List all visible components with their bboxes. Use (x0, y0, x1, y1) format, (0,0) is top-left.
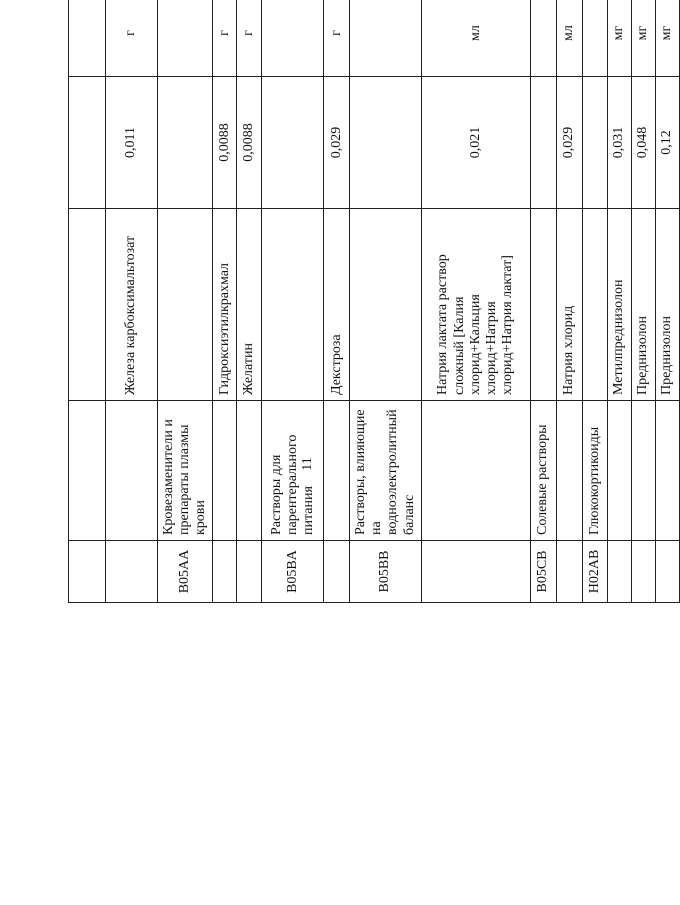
table-row (350, 0, 421, 603)
unit-cell: г (324, 0, 350, 77)
group-name-cell: Глюкокортикоиды (582, 401, 607, 541)
column-number-col3 (69, 209, 106, 401)
column-number-col5 (69, 0, 106, 77)
dose-cell (530, 77, 556, 209)
table-row (607, 0, 631, 603)
atc-code-cell (237, 541, 262, 603)
atc-code-cell (631, 541, 655, 603)
group-name-cell (237, 401, 262, 541)
table-row (582, 0, 607, 603)
group-name-cell: Кровезаменители и препараты плазмы крови (158, 401, 213, 541)
unit-cell: мг (607, 0, 631, 77)
dose-cell: 0,0088 (213, 77, 237, 209)
atc-code-cell: B05CB (530, 541, 556, 603)
unit-cell: мг (655, 0, 679, 77)
page-number: 11 (300, 457, 315, 471)
dose-cell: 0,031 (607, 77, 631, 209)
unit-cell (262, 0, 324, 77)
table-row (530, 0, 556, 603)
group-name-cell (631, 401, 655, 541)
table-row (262, 0, 324, 603)
dose-cell: 0,021 (421, 77, 530, 209)
unit-cell: мг (631, 0, 655, 77)
drug-name-cell: Преднизолон (655, 209, 679, 401)
atc-code-cell (607, 541, 631, 603)
dose-cell: 0,011 (106, 77, 158, 209)
dose-cell (158, 77, 213, 209)
drug-name-cell: Преднизолон (631, 209, 655, 401)
unit-cell (158, 0, 213, 77)
dose-cell: 0,12 (655, 77, 679, 209)
table-row (213, 0, 237, 603)
header-row (69, 0, 106, 603)
unit-cell: мл (556, 0, 582, 77)
table-body (69, 0, 680, 603)
dose-cell (582, 77, 607, 209)
unit-cell: г (237, 0, 262, 77)
drug-name-cell (158, 209, 213, 401)
dose-cell: 0,0088 (237, 77, 262, 209)
group-name-cell (607, 401, 631, 541)
drug-name-cell: Железа карбоксимальтозат (106, 209, 158, 401)
table-row (106, 0, 158, 603)
group-name-cell: Растворы для парентерального питания (262, 401, 324, 541)
group-name-cell: Солевые растворы (530, 401, 556, 541)
atc-code-cell: B05AA (158, 541, 213, 603)
drug-name-cell: Желатин (237, 209, 262, 401)
unit-cell: г (213, 0, 237, 77)
drug-name-cell: Натрия лактата раствор сложный [Калия хлорид+Кальция хлорид+Натрия хлорид+Натрия лактат] (421, 209, 530, 401)
unit-cell (582, 0, 607, 77)
drug-name-cell (582, 209, 607, 401)
group-name-cell (213, 401, 237, 541)
column-number-col4 (69, 77, 106, 209)
drug-name-cell: Метилпреднизолон (607, 209, 631, 401)
drug-name-cell: Декстроза (324, 209, 350, 401)
dose-cell (350, 77, 421, 209)
drug-name-cell (530, 209, 556, 401)
atc-code-cell (421, 541, 530, 603)
atc-code-cell (556, 541, 582, 603)
column-number-col1 (69, 541, 106, 603)
atc-code-cell: H02AB (582, 541, 607, 603)
group-name-cell (655, 401, 679, 541)
dose-cell: 0,029 (556, 77, 582, 209)
rotated-table-container (68, 25, 675, 855)
group-name-cell (324, 401, 350, 541)
unit-cell (530, 0, 556, 77)
group-name-cell: Растворы, влияющие на водноэлектролитный баланс (350, 401, 421, 541)
dose-cell: 0,029 (324, 77, 350, 209)
table-row (324, 0, 350, 603)
medication-table (68, 0, 680, 603)
drug-name-cell: Гидроксиэтилкрахмал (213, 209, 237, 401)
table-row (631, 0, 655, 603)
atc-code-cell (213, 541, 237, 603)
table-row (556, 0, 582, 603)
table-row (237, 0, 262, 603)
unit-cell: г (106, 0, 158, 77)
column-number-col2 (69, 401, 106, 541)
dose-cell (262, 77, 324, 209)
drug-name-cell: Натрия хлорид (556, 209, 582, 401)
group-name-cell (106, 401, 158, 541)
drug-name-cell (350, 209, 421, 401)
drug-name-cell (262, 209, 324, 401)
unit-cell (350, 0, 421, 77)
dose-cell: 0,048 (631, 77, 655, 209)
atc-code-cell (655, 541, 679, 603)
table-row (158, 0, 213, 603)
atc-code-cell: B05BB (350, 541, 421, 603)
atc-code-cell (324, 541, 350, 603)
atc-code-cell (106, 541, 158, 603)
atc-code-cell: B05BA (262, 541, 324, 603)
table-row (421, 0, 530, 603)
group-name-cell (556, 401, 582, 541)
group-name-cell (421, 401, 530, 541)
table-row (655, 0, 679, 603)
unit-cell: мл (421, 0, 530, 77)
